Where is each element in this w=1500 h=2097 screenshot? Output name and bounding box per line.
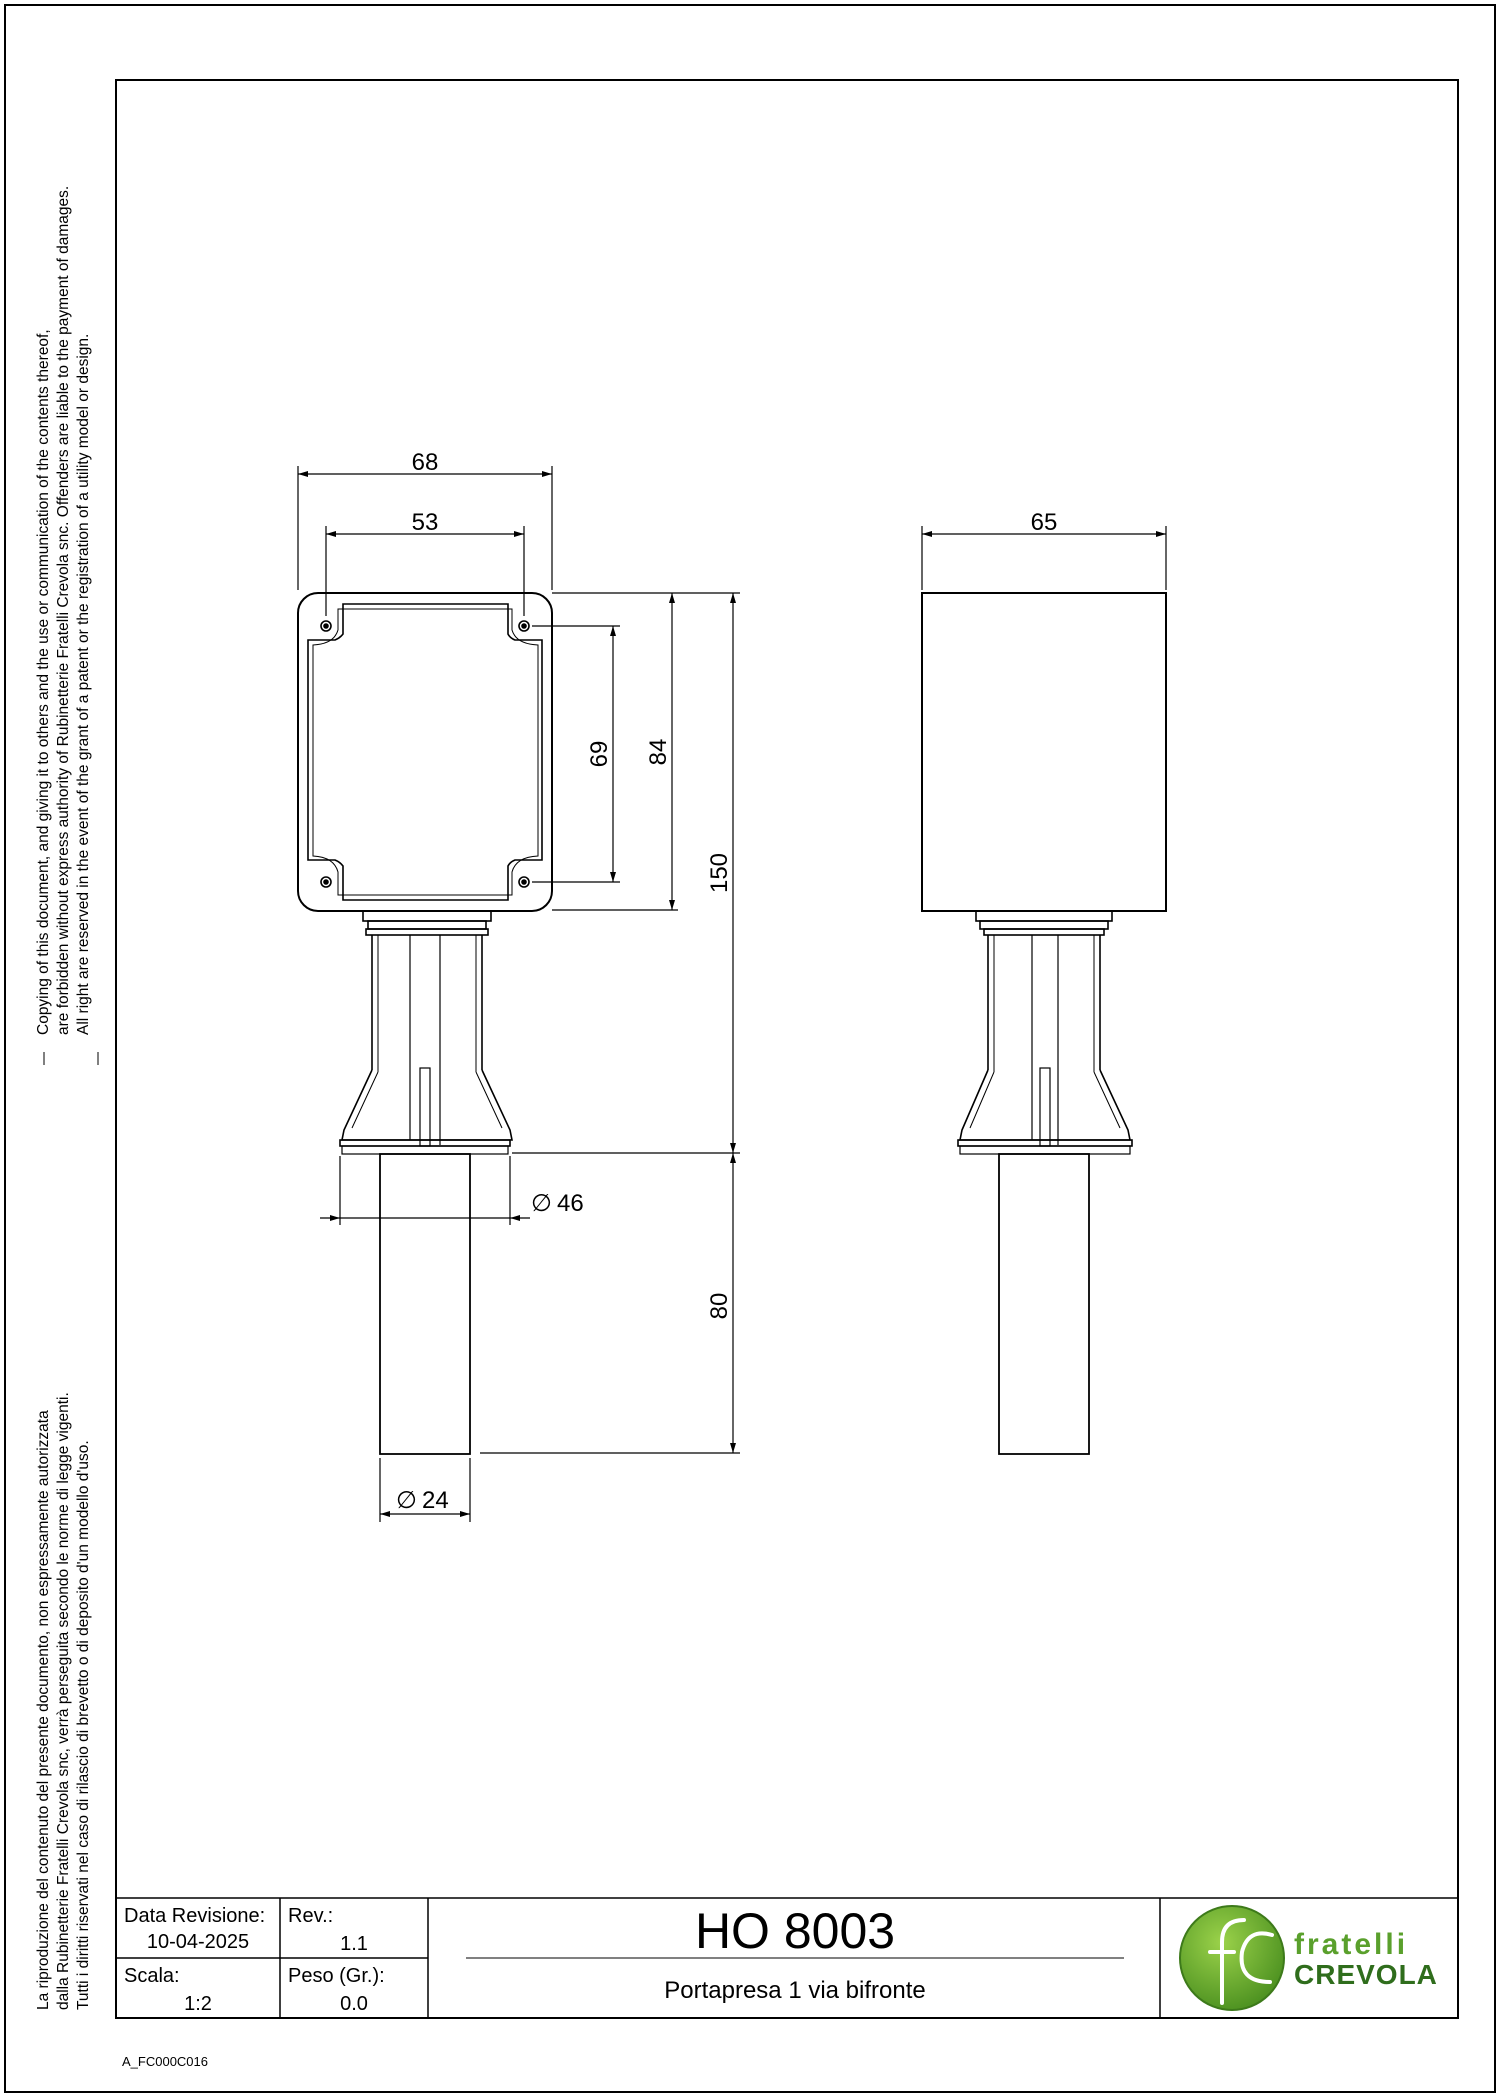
product-code: HO 8003 <box>694 1903 896 1959</box>
notice-it-line-2: dalla Rubinetterie Fratelli Crevola snc, verrà perseguita secondo le norme di legge vigenti. <box>55 1392 72 2010</box>
dim-height-inner: 69 <box>586 740 613 768</box>
notice-en-line-2: are forbidden without express authority of Rubinetterie Fratelli Crevola snc. Offenders are liable to the payment of damages. <box>55 185 72 1035</box>
revision-date-label: Data Revisione: <box>124 1905 266 1927</box>
front-flange <box>340 1140 510 1146</box>
document-reference: A_FC000C016 <box>122 2054 208 2069</box>
screw-holes <box>321 621 529 887</box>
side-view <box>922 593 1166 1454</box>
notice-it-line-3: Tutti i diritti riservati nel caso di rilascio di brevetto o di deposito d'un modello d'uso. <box>75 1440 92 2010</box>
dim-width-inner: 53 <box>411 509 439 536</box>
rev-value: 1.1 <box>340 1933 368 1955</box>
drawing-frame <box>116 80 1458 2018</box>
front-column <box>372 935 482 1070</box>
rev-label: Rev.: <box>288 1905 334 1927</box>
front-box-inner <box>308 604 542 900</box>
dim-height-outer: 84 <box>645 738 672 766</box>
dim-diameter-flange-symbol: ∅ <box>531 1190 552 1217</box>
dim-diameter-flange: 46 <box>557 1190 584 1217</box>
weight-label: Peso (Gr.): <box>288 1965 385 1987</box>
front-box-outer <box>298 593 552 911</box>
dim-diameter-pipe-symbol: ∅ <box>396 1487 417 1514</box>
front-cone <box>342 1070 512 1140</box>
brand-logo <box>1180 1906 1438 2010</box>
side-cone <box>960 1070 1130 1140</box>
side-flange <box>958 1140 1132 1146</box>
product-description: Portapresa 1 via bifronte <box>664 1977 926 2004</box>
side-box <box>922 593 1166 911</box>
brand-line-2: CREVOLA <box>1294 1959 1438 1990</box>
outer-border <box>5 5 1495 2092</box>
legal-notice-en <box>35 186 92 1035</box>
revision-date-value: 10-04-2025 <box>146 1931 250 1953</box>
dim-width-outer: 68 <box>411 449 439 476</box>
brand-line-1: fratelli <box>1294 1928 1409 1961</box>
notice-it-line-1: La riproduzione del contenuto del presente documento, non espressamente autorizzata <box>35 1410 52 2010</box>
legal-notice-it <box>35 1392 92 2010</box>
scale-value: 1:2 <box>184 1993 212 2015</box>
weight-value: 0.0 <box>340 1993 368 2015</box>
front-pipe <box>380 1154 470 1454</box>
dim-diameter-pipe: 24 <box>422 1487 449 1514</box>
notice-en-line-3: All right are reserved in the event of the grant of a patent or the registration of a utility model or design. <box>75 333 92 1035</box>
dim-side-width: 65 <box>1030 509 1058 536</box>
scale-label: Scala: <box>124 1965 180 1987</box>
notice-en-line-1: Copying of this document, and giving it to others and the use or communication of the contents thereof, <box>35 329 52 1035</box>
dim-height-total: 150 <box>706 852 733 894</box>
front-view <box>298 593 552 1454</box>
dim-length-pipe: 80 <box>706 1292 733 1320</box>
side-pipe <box>999 1154 1089 1454</box>
